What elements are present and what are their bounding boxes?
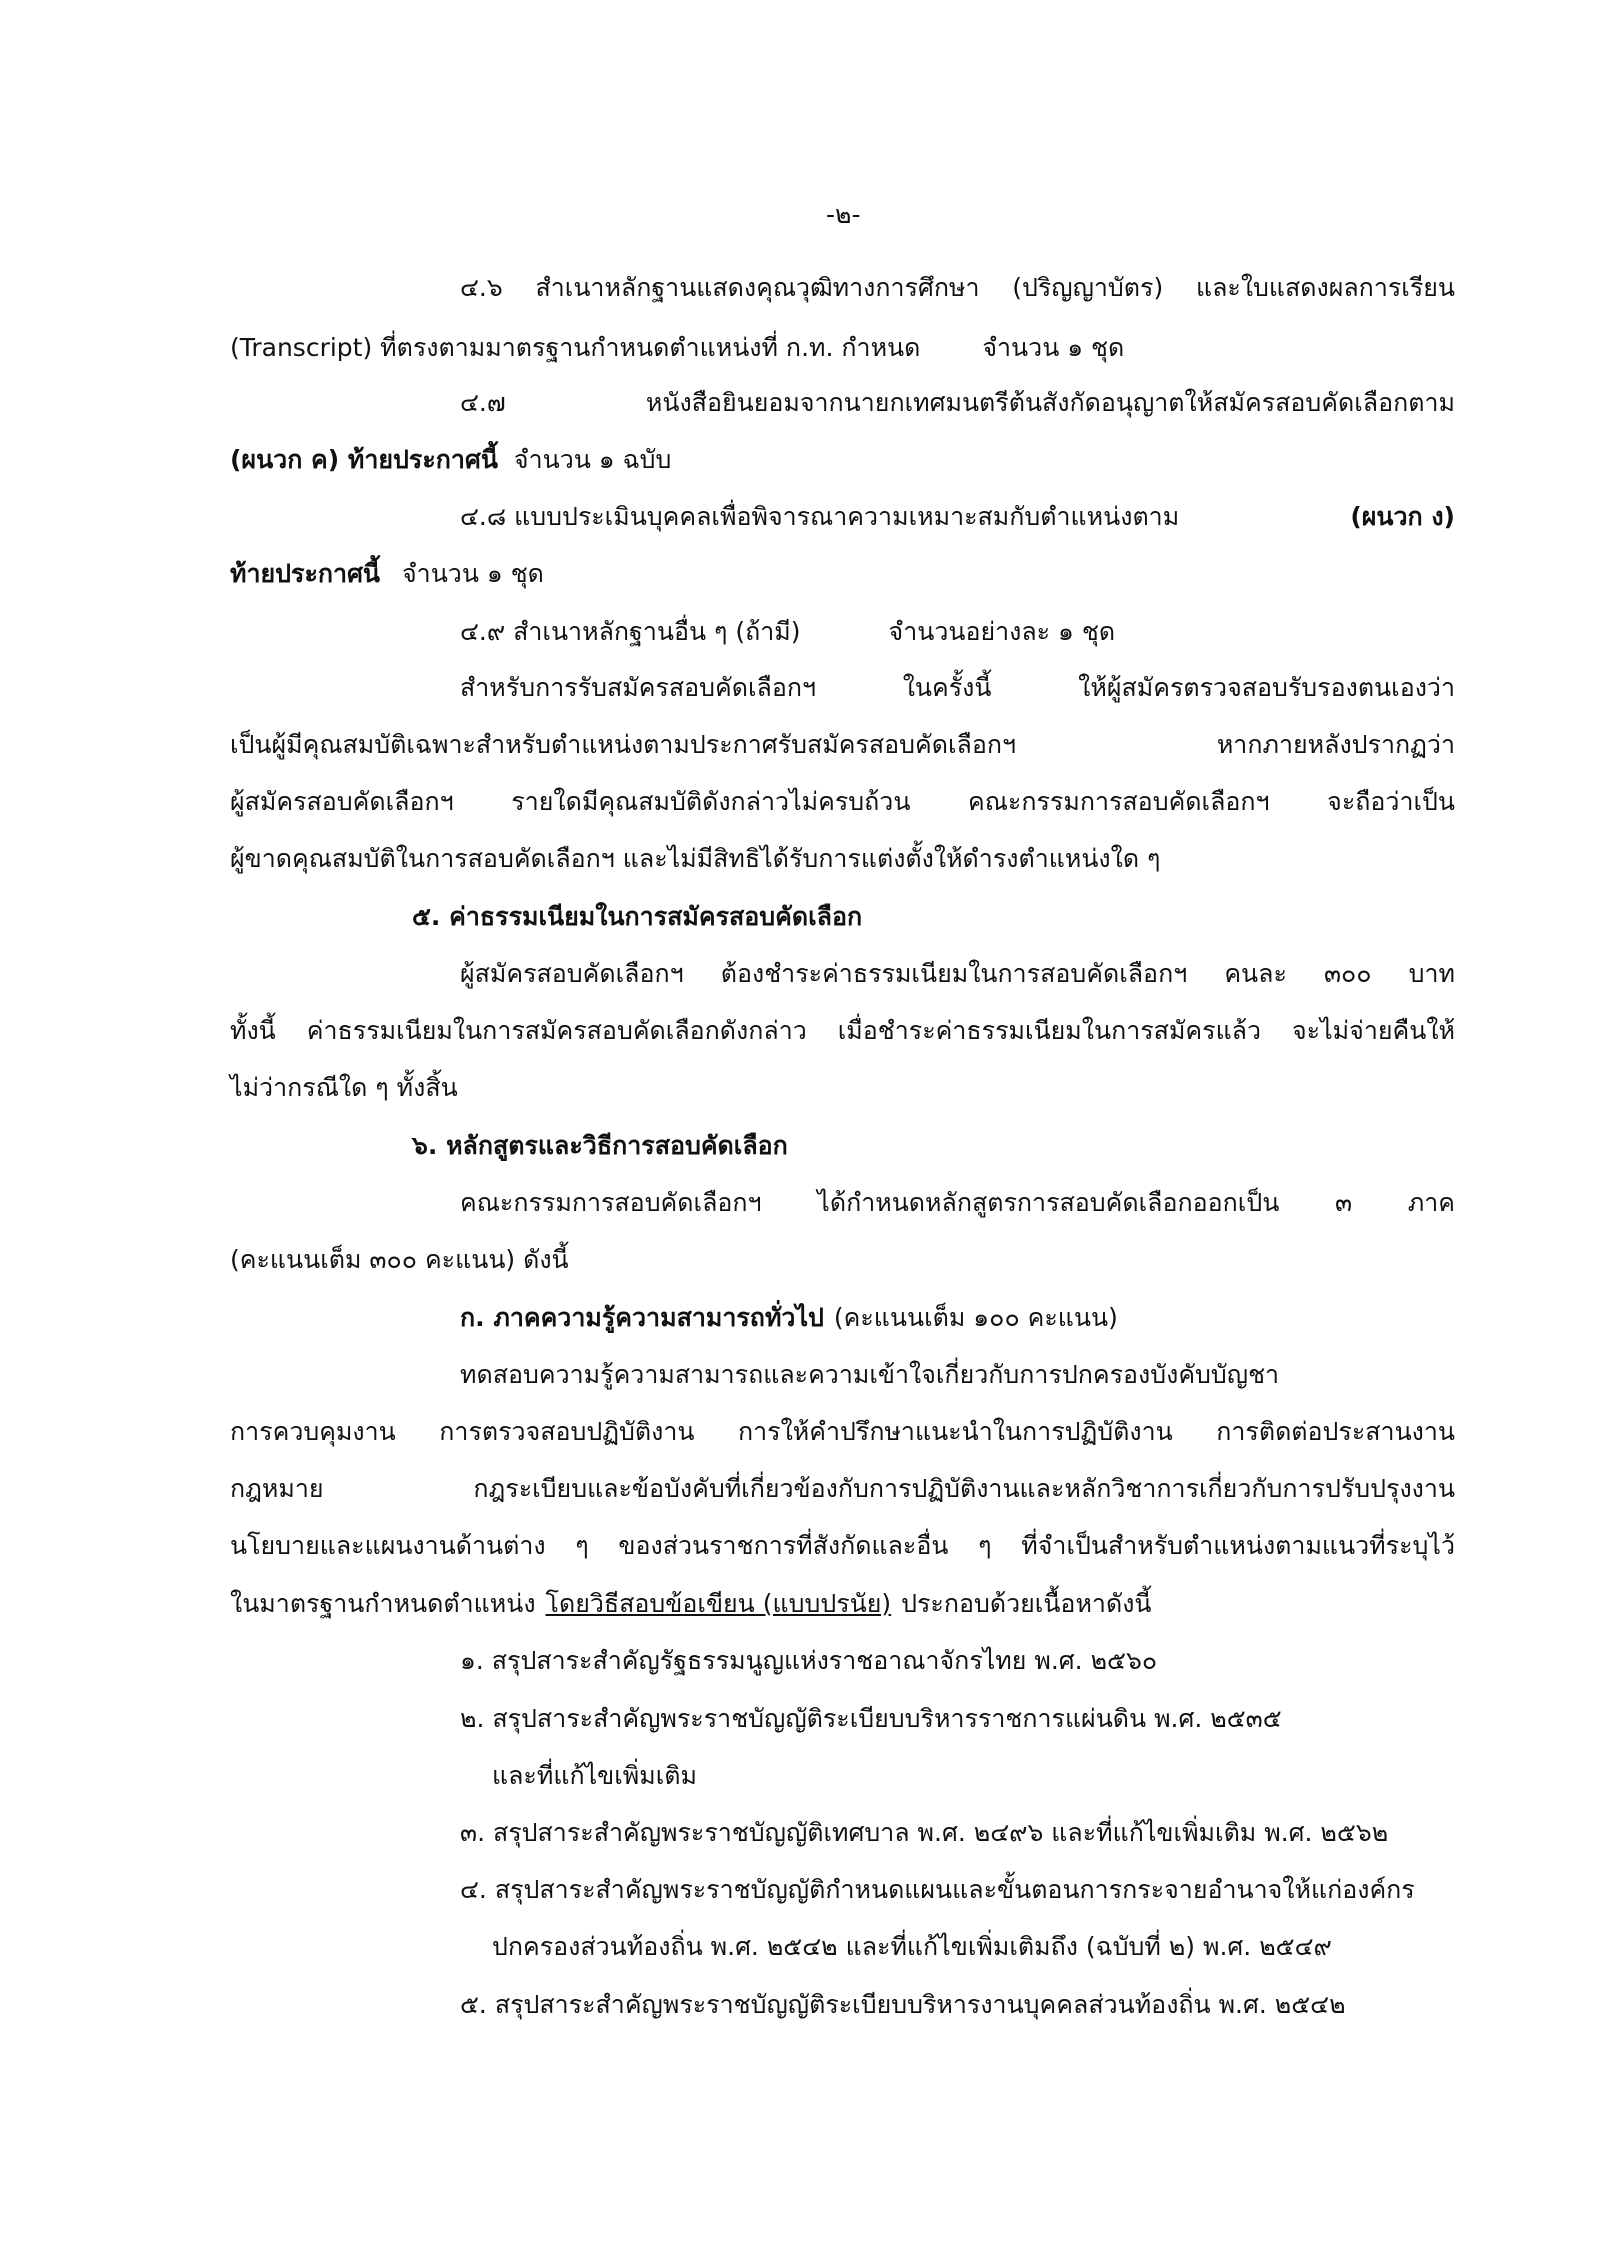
item-4-8-line-1 (460, 499, 1455, 535)
part-a-score: (คะแนนเต็ม ๑๐๐ คะแนน) (833, 1303, 1118, 1332)
cert-para-line-1: สำหรับการรับสมัครสอบคัดเลือกฯ ในครั้งนี้ ให้ผู้สมัครตรวจสอบรับรองตนเองว่า (460, 673, 1455, 702)
part-a-pre: ในมาตรฐานกำหนดตำแหน่ง (230, 1589, 536, 1618)
item-4-6-text: (Transcript) ที่ตรงตามมาตรฐานกำหนดตำแหน่งที่ ก.ท. กำหนด (230, 333, 921, 362)
annex-c-ref: (ผนวก ค) ท้ายประกาศนี้ (230, 445, 498, 474)
part-a-para-line-3: กฎหมาย กฎระเบียบและข้อบังคับที่เกี่ยวข้องกับการปฏิบัติงานและหลักวิชาการเกี่ยวกับการปรับปรุงงาน (230, 1474, 1455, 1503)
content-item-1: ๑. สรุปสาระสำคัญรัฐธรรมนูญแห่งราชอาณาจักรไทย พ.ศ. ๒๕๖๐ (460, 1646, 1158, 1675)
part-a-heading (460, 1300, 1118, 1336)
cert-para-line-2: เป็นผู้มีคุณสมบัติเฉพาะสำหรับตำแหน่งตามประกาศรับสมัครสอบคัดเลือกฯ หากภายหลังปรากฏว่า (230, 730, 1455, 759)
section-5-para-line-3: ไม่ว่ากรณีใด ๆ ทั้งสิ้น (230, 1073, 458, 1102)
item-4-6-line-2 (230, 330, 1124, 366)
item-4-7-line-2 (230, 442, 671, 478)
item-4-7-line-1: ๔.๗ หนังสือยินยอมจากนายกเทศมนตรีต้นสังกัดอนุญาตให้สมัครสอบคัดเลือกตาม (460, 388, 1455, 417)
cert-para-line-4: ผู้ขาดคุณสมบัติในการสอบคัดเลือกฯ และไม่มีสิทธิได้รับการแต่งตั้งให้ดำรงตำแหน่งใด ๆ (230, 844, 1161, 873)
section-6-para-line-1: คณะกรรมการสอบคัดเลือกฯ ได้กำหนดหลักสูตรการสอบคัดเลือกออกเป็น ๓ ภาค (460, 1188, 1455, 1217)
part-a-para-line-2: การควบคุมงาน การตรวจสอบปฏิบัติงาน การให้คำปรึกษาแนะนำในการปฏิบัติงาน การติดต่อประสานงาน (230, 1417, 1455, 1446)
section-5-para-line-2: ทั้งนี้ ค่าธรรมเนียมในการสมัครสอบคัดเลือกดังกล่าว เมื่อชำระค่าธรรมเนียมในการสมัครแล้ว จะไม่จ่ายคืนให้ (230, 1016, 1455, 1045)
exam-method: โดยวิธีสอบข้อเขียน (แบบปรนัย) (545, 1589, 892, 1618)
item-4-8-line-2 (230, 556, 544, 592)
part-a-para-line-1: ทดสอบความรู้ความสามารถและความเข้าใจเกี่ยวกับการปกครองบังคับบัญชา (460, 1360, 1280, 1389)
item-4-6-amount: จำนวน ๑ ชุด (982, 333, 1125, 362)
item-4-9-text: ๔.๙ สำเนาหลักฐานอื่น ๆ (ถ้ามี) (460, 617, 801, 646)
content-item-3: ๓. สรุปสาระสำคัญพระราชบัญญัติเทศบาล พ.ศ. ๒๔๙๖ และที่แก้ไขเพิ่มเติม พ.ศ. ๒๕๖๒ (460, 1818, 1389, 1847)
item-4-8-text: ๔.๘ แบบประเมินบุคคลเพื่อพิจารณาความเหมาะสมกับตำแหน่งตาม (460, 502, 1180, 531)
content-item-4: ๔. สรุปสาระสำคัญพระราชบัญญัติกำหนดแผนและขั้นตอนการกระจายอำนาจให้แก่องค์กร (460, 1875, 1415, 1904)
content-item-2-cont: และที่แก้ไขเพิ่มเติม (492, 1761, 698, 1790)
item-4-8-amount: จำนวน ๑ ชุด (402, 559, 544, 588)
part-a-para-line-5 (230, 1586, 1152, 1622)
item-4-9 (460, 614, 1115, 650)
cert-para-line-3: ผู้สมัครสอบคัดเลือกฯ รายใดมีคุณสมบัติดังกล่าวไม่ครบถ้วน คณะกรรมการสอบคัดเลือกฯ จะถือว่าเป็น (230, 787, 1455, 816)
content-item-5: ๕. สรุปสาระสำคัญพระราชบัญญัติระเบียบบริหารงานบุคคลส่วนท้องถิ่น พ.ศ. ๒๕๔๒ (460, 1990, 1346, 2019)
content-item-2: ๒. สรุปสาระสำคัญพระราชบัญญัติระเบียบบริหารราชการแผ่นดิน พ.ศ. ๒๕๓๕ (460, 1704, 1282, 1733)
section-6-heading: ๖. หลักสูตรและวิธีการสอบคัดเลือก (412, 1131, 788, 1160)
item-4-9-amount: จำนวนอย่างละ ๑ ชุด (888, 617, 1116, 646)
part-a-post: ประกอบด้วยเนื้อหาดังนี้ (901, 1589, 1152, 1618)
part-a-para-line-4: นโยบายและแผนงานด้านต่าง ๆ ของส่วนราชการที่สังกัดและอื่น ๆ ที่จำเป็นสำหรับตำแหน่งตามแนวที่ระบุไว้ (230, 1531, 1455, 1560)
content-item-4-cont: ปกครองส่วนท้องถิ่น พ.ศ. ๒๕๔๒ และที่แก้ไขเพิ่มเติมถึง (ฉบับที่ ๒) พ.ศ. ๒๕๔๙ (492, 1932, 1332, 1961)
annex-d-suffix: ท้ายประกาศนี้ (230, 559, 381, 588)
item-4-6-line-1: ๔.๖ สำเนาหลักฐานแสดงคุณวุฒิทางการศึกษา (ปริญญาบัตร) และใบแสดงผลการเรียน (460, 273, 1455, 302)
part-a-title: ก. ภาคความรู้ความสามารถทั่วไป (460, 1303, 824, 1332)
section-6-para-line-2: (คะแนนเต็ม ๓๐๐ คะแนน) ดังนี้ (230, 1245, 569, 1274)
page-number: -๒- (826, 200, 861, 229)
section-5-heading: ๕. ค่าธรรมเนียมในการสมัครสอบคัดเลือก (412, 902, 863, 931)
annex-d-ref: (ผนวก ง) (1350, 502, 1455, 531)
item-4-7-amount: จำนวน ๑ ฉบับ (513, 445, 672, 474)
section-5-para-line-1: ผู้สมัครสอบคัดเลือกฯ ต้องชำระค่าธรรมเนียมในการสอบคัดเลือกฯ คนละ ๓๐๐ บาท (460, 959, 1455, 988)
